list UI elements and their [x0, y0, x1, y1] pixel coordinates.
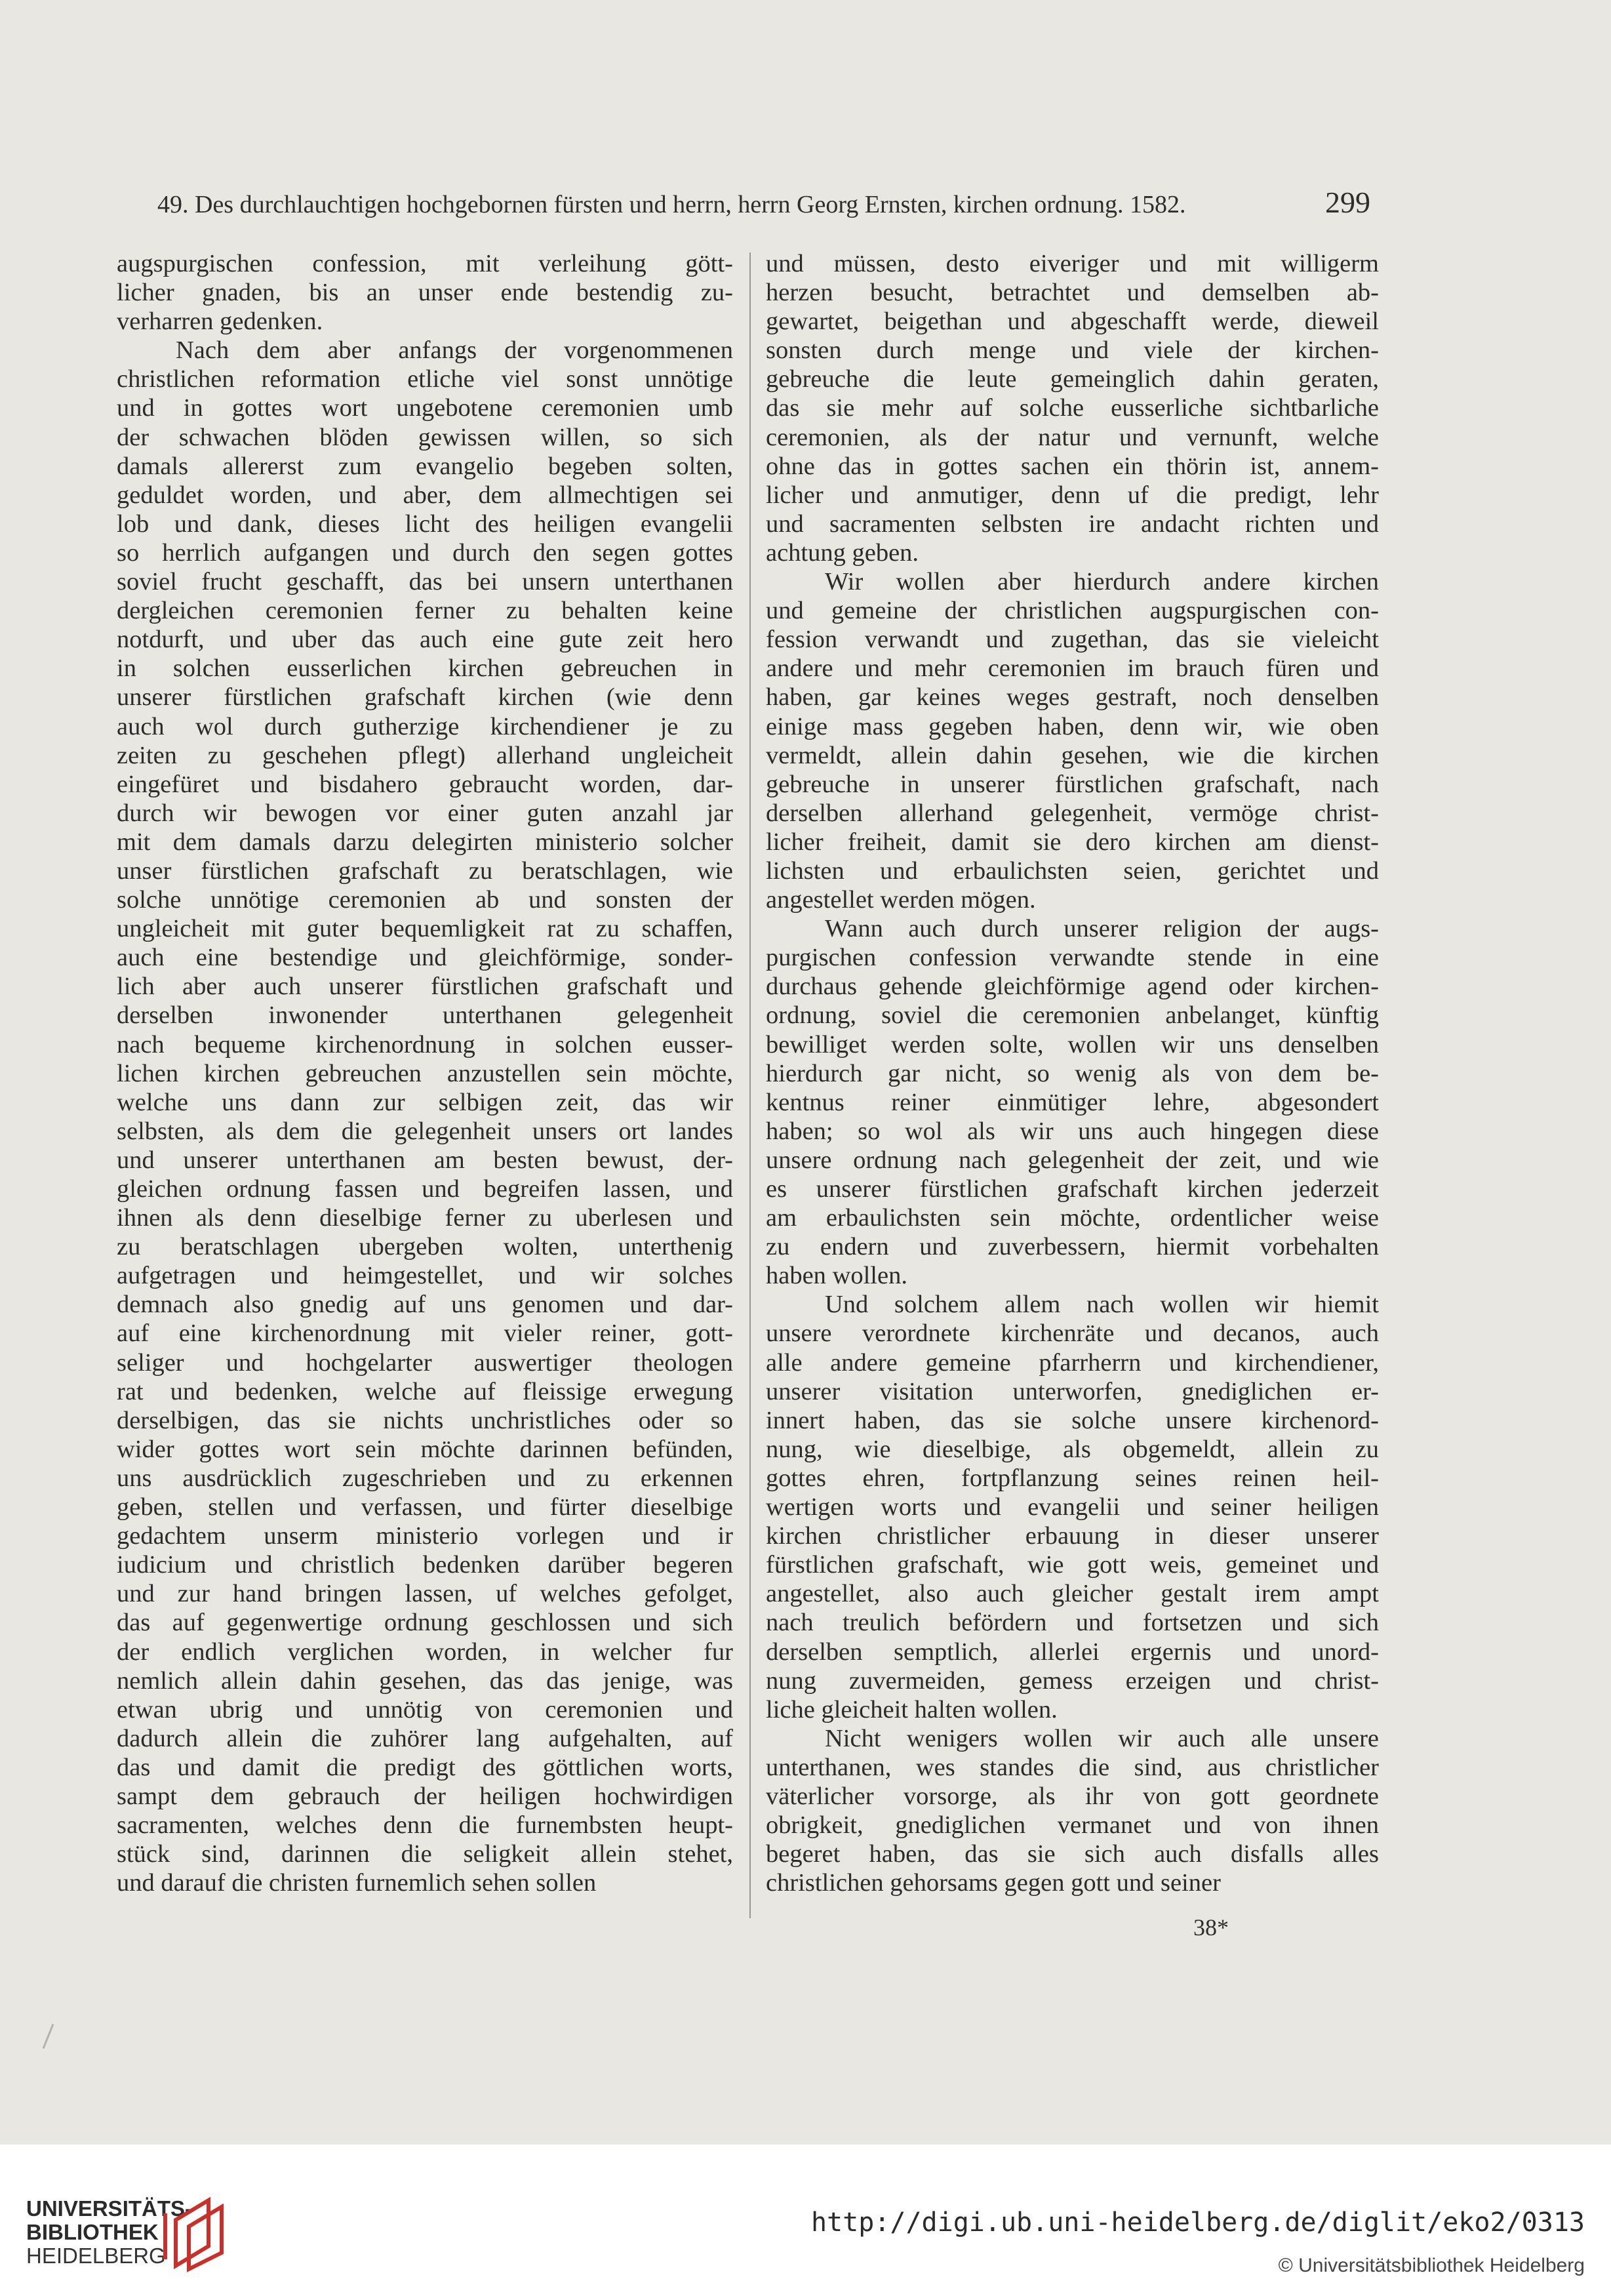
text-line: wertigen worts und evangelii und seiner heiligen: [766, 1493, 1379, 1521]
text-line: unsere verordnete kirchenräte und decanos, auch: [766, 1319, 1379, 1348]
text-line: kirchen christlicher erbauung in dieser unserer: [766, 1522, 1379, 1550]
text-line: gebreuche die leute gemeinglich dahin geraten,: [766, 365, 1379, 393]
text-line: gedachtem unserm ministerio vorlegen und ir: [117, 1522, 733, 1550]
text-line: zeiten zu geschehen pflegt) allerhand ungleicheit: [117, 741, 733, 769]
text-line: auch wol durch gutherzige kirchendiener je zu: [117, 712, 733, 740]
text-line: andere und mehr ceremonien im brauch füren und: [766, 655, 1379, 683]
text-line: lichsten und erbaulichsten seien, gerichtet und: [766, 856, 1379, 885]
text-line: licher freiheit, damit sie dero kirchen am dienst-: [766, 828, 1379, 856]
text-line: geduldet worden, und aber, dem allmechtigen sei: [117, 481, 733, 509]
text-line: Wir wollen aber hierdurch andere kirchen: [825, 568, 1379, 596]
text-line: obrigkeit, gnediglichen vermanet und von ihnen: [766, 1811, 1379, 1840]
text-line: angestellet werden mögen.: [766, 886, 1036, 914]
text-line: augspurgischen confession, mit verleihung gött-: [117, 250, 733, 277]
text-line: purgischen confession verwandte stende in eine: [766, 944, 1379, 972]
text-line: innert haben, das sie solche unsere kirchenord-: [766, 1406, 1379, 1434]
text-line: gewartet, beigethan und abgeschafft werde, dieweil: [766, 308, 1379, 336]
text-line: selbsten, als dem die gelegenheit unsers ort landes: [117, 1117, 733, 1145]
text-line: geben, stellen und verfassen, und fürter dieselbige: [117, 1493, 733, 1521]
text-line: seliger und hochgelarter auswertiger theologen: [117, 1348, 733, 1377]
text-line: nung zuvermeiden, gemess erzeigen und christ-: [766, 1666, 1379, 1695]
text-line: christlichen gehorsams gegen gott und seiner: [766, 1869, 1221, 1897]
text-line: das und damit die predigt des göttlichen worts,: [117, 1753, 733, 1781]
text-line: damals allererst zum evangelio begeben solten,: [117, 452, 733, 480]
text-line: solche unnötige ceremonien ab und sonsten der: [117, 886, 733, 914]
text-line: haben; so wol als wir uns auch hingegen diese: [766, 1117, 1379, 1145]
text-line: das sie mehr auf solche eusserliche sichtbarliche: [766, 394, 1379, 422]
text-line: demnach also gnedig auf uns genomen und dar-: [117, 1291, 733, 1319]
text-line: hierdurch gar nicht, so wenig als von dem be-: [766, 1059, 1379, 1087]
text-line: und sacramenten selbsten ire andacht richten und: [766, 510, 1379, 538]
text-line: verharren gedenken.: [117, 308, 323, 336]
logo-line-3: HEIDELBERG: [26, 2244, 166, 2268]
column-divider: [749, 252, 751, 1918]
text-line: lichen kirchen gebreuchen anzustellen sein möchte,: [117, 1059, 733, 1087]
text-line: und in gottes wort ungebotene ceremonien umb: [117, 394, 733, 422]
text-line: sacramenten, welches denn die furnembsten heupt-: [117, 1811, 733, 1840]
text-line: eingefüret und bisdahero gebraucht worden, dar-: [117, 770, 733, 798]
running-head-title: 49. Des durchlauchtigen hochgebornen fürsten und herrn, herrn Georg Ernsten, kirchen ordnung. 1582.: [157, 191, 1186, 218]
text-line: aufgetragen und heimgestellet, und wir solches: [117, 1262, 733, 1290]
text-line: Und solchem allem nach wollen wir hiemit: [825, 1291, 1379, 1319]
text-line: alle andere gemeine pfarrherrn und kirchendiener,: [766, 1348, 1379, 1377]
text-line: Wann auch durch unserer religion der augs-: [825, 915, 1379, 943]
text-line: und müssen, desto eiveriger und mit willigerm: [766, 250, 1379, 277]
text-line: einige mass gegeben haben, denn wir, wie oben: [766, 712, 1379, 740]
permalink-url[interactable]: http://digi.ub.uni-heidelberg.de/diglit/eko2/0313: [810, 2207, 1585, 2238]
running-head: [157, 185, 1370, 220]
text-line: rat und bedenken, welche auf fleissige erwegung: [117, 1377, 733, 1405]
text-line: so herrlich aufgangen und durch den segen gottes: [117, 538, 733, 567]
text-line: liche gleicheit halten wollen.: [766, 1695, 1058, 1723]
text-line: und zur hand bringen lassen, uf welches gefolget,: [117, 1580, 733, 1608]
text-line: fession verwandt und zugethan, das sie vieleicht: [766, 626, 1379, 654]
text-line: gebreuche in unserer fürstlichen grafschaft, nach: [766, 770, 1379, 798]
text-line: das auf gegenwertige ordnung geschlossen und sich: [117, 1609, 733, 1637]
text-line: dergleichen ceremonien ferner zu behalten keine: [117, 597, 733, 625]
text-line: der schwachen blöden gewissen willen, so sich: [117, 423, 733, 451]
text-line: etwan ubrig und unnötig von ceremonien und: [117, 1695, 733, 1723]
text-line: ceremonien, als der natur und vernunft, welche: [766, 423, 1379, 451]
signature-mark: 38*: [1193, 1914, 1229, 1941]
text-line: auch eine bestendige und gleichförmige, sonder-: [117, 944, 733, 972]
text-line: derselbigen, das sie nichts unchristliches oder so: [117, 1406, 733, 1434]
text-line: christlichen reformation etliche viel sonst unnötige: [117, 365, 733, 393]
right-text-column: [766, 249, 1379, 1897]
text-line: unserer fürstlichen grafschaft kirchen (wie denn: [117, 683, 733, 712]
text-line: es unserer fürstlichen grafschaft kirchen jederzeit: [766, 1175, 1379, 1203]
text-line: bewilliget werden solte, wollen wir uns denselben: [766, 1030, 1379, 1058]
text-line: lich aber auch unserer fürstlichen grafschaft und: [117, 973, 733, 1001]
text-line: achtung geben.: [766, 538, 919, 567]
text-line: vermeldt, allein dahin gesehen, wie die kirchen: [766, 741, 1379, 769]
text-line: zu endern und zuverbessern, hiermit vorbehalten: [766, 1233, 1379, 1261]
stray-pencil-mark: [43, 2024, 54, 2049]
text-line: am erbaulichsten sein möchte, ordentlicher weise: [766, 1204, 1379, 1232]
text-line: nach treulich befördern und fortsetzen und sich: [766, 1609, 1379, 1637]
text-line: begeret haben, das sie sich auch disfalls alles: [766, 1840, 1379, 1868]
text-line: und unserer unterthanen am besten bewust, der-: [117, 1146, 733, 1174]
text-line: ordnung, soviel die ceremonien anbelanget, künftig: [766, 1001, 1379, 1030]
text-line: in solchen eusserlichen kirchen gebreuchen in: [117, 655, 733, 683]
text-line: ohne das in gottes sachen ein thörin ist, annem-: [766, 452, 1379, 480]
text-line: stück sind, darinnen die seligkeit allein stehet,: [117, 1840, 733, 1868]
text-line: lob und dank, dieses licht des heiligen evangelii: [117, 510, 733, 538]
text-line: notdurft, und uber das auch eine gute zeit hero: [117, 626, 733, 654]
left-text-column: [117, 249, 733, 1897]
text-line: gottes ehren, fortpflanzung seines reinen heil-: [766, 1464, 1379, 1492]
text-line: licher und anmutiger, denn uf die predigt, lehr: [766, 481, 1379, 509]
logo-line-1: UNIVERSITÄTS-: [26, 2196, 193, 2221]
library-footer: [0, 2145, 1611, 2296]
text-line: derselben inwonender unterthanen gelegenheit: [117, 1001, 733, 1030]
text-line: kentnus reiner einmütiger lehre, abgesondert: [766, 1088, 1379, 1116]
text-line: unterthanen, wes standes die sind, aus christlicher: [766, 1753, 1379, 1781]
text-line: soviel frucht geschafft, das bei unsern unterthanen: [117, 568, 733, 596]
text-line: Nach dem aber anfangs der vorgenommenen: [176, 336, 733, 365]
library-logo-icon: [156, 2194, 235, 2272]
text-line: auf eine kirchenordnung mit vieler reiner, gott-: [117, 1319, 733, 1348]
text-line: der endlich verglichen worden, in welcher fur: [117, 1638, 733, 1666]
text-line: Nicht wenigers wollen wir auch alle unsere: [825, 1724, 1379, 1752]
text-line: nemlich allein dahin gesehen, das das jenige, was: [117, 1666, 733, 1695]
text-line: unserer visitation unterworfen, gnediglichen er-: [766, 1377, 1379, 1405]
text-line: licher gnaden, bis an unser ende bestendig zu-: [117, 279, 733, 307]
text-line: haben wollen.: [766, 1262, 907, 1290]
text-line: uns ausdrücklich zugeschrieben und zu erkennen: [117, 1464, 733, 1492]
text-line: herzen besucht, betrachtet und demselben ab-: [766, 279, 1379, 307]
text-line: iudicium und christlich bedenken darüber begeren: [117, 1551, 733, 1579]
text-line: derselben semptlich, allerlei ergernis und unord-: [766, 1638, 1379, 1666]
text-line: fürstlichen grafschaft, wie gott weis, gemeinet und: [766, 1551, 1379, 1579]
text-line: sonsten durch menge und viele der kirchen-: [766, 336, 1379, 365]
text-line: unser fürstlichen grafschaft zu beratschlagen, wie: [117, 856, 733, 885]
text-line: durch wir bewogen vor einer guten anzahl jar: [117, 799, 733, 827]
text-line: angestellet, also auch gleicher gestalt irem ampt: [766, 1580, 1379, 1608]
text-line: welche uns dann zur selbigen zeit, das wir: [117, 1088, 733, 1116]
page-number: 299: [1325, 186, 1370, 219]
text-line: unsere ordnung nach gelegenheit der zeit, und wie: [766, 1146, 1379, 1174]
text-line: väterlicher vorsorge, als ihr von gott geordnete: [766, 1782, 1379, 1810]
text-line: zu beratschlagen ubergeben wolten, unterthenig: [117, 1233, 733, 1261]
text-line: und darauf die christen furnemlich sehen sollen: [117, 1869, 597, 1897]
text-line: nach bequeme kirchenordnung in solchen eusser-: [117, 1030, 733, 1058]
text-line: dadurch allein die zuhörer lang aufgehalten, auf: [117, 1724, 733, 1752]
text-line: sampt dem gebrauch der heiligen hochwirdigen: [117, 1782, 733, 1810]
text-line: haben, gar keines weges gestraft, noch denselben: [766, 683, 1379, 712]
copyright-notice: © Universitätsbibliothek Heidelberg: [1278, 2255, 1585, 2276]
text-line: ihnen als denn dieselbige ferner zu uberlesen und: [117, 1204, 733, 1232]
text-line: ungleicheit mit guter bequemligkeit rat zu schaffen,: [117, 915, 733, 943]
text-line: mit dem damals darzu delegirten ministerio solcher: [117, 828, 733, 856]
text-line: durchaus gehende gleichförmige agend oder kirchen-: [766, 973, 1379, 1001]
text-line: nung, wie dieselbige, als obgemeldt, allein zu: [766, 1435, 1379, 1463]
text-line: derselben allerhand gelegenheit, vermöge christ-: [766, 799, 1379, 827]
logo-line-2: BIBLIOTHEK: [26, 2220, 159, 2244]
text-line: gleichen ordnung fassen und begreifen lassen, und: [117, 1175, 733, 1203]
text-line: wider gottes wort sein möchte darinnen befünden,: [117, 1435, 733, 1463]
text-line: und gemeine der christlichen augspurgischen con-: [766, 597, 1379, 625]
